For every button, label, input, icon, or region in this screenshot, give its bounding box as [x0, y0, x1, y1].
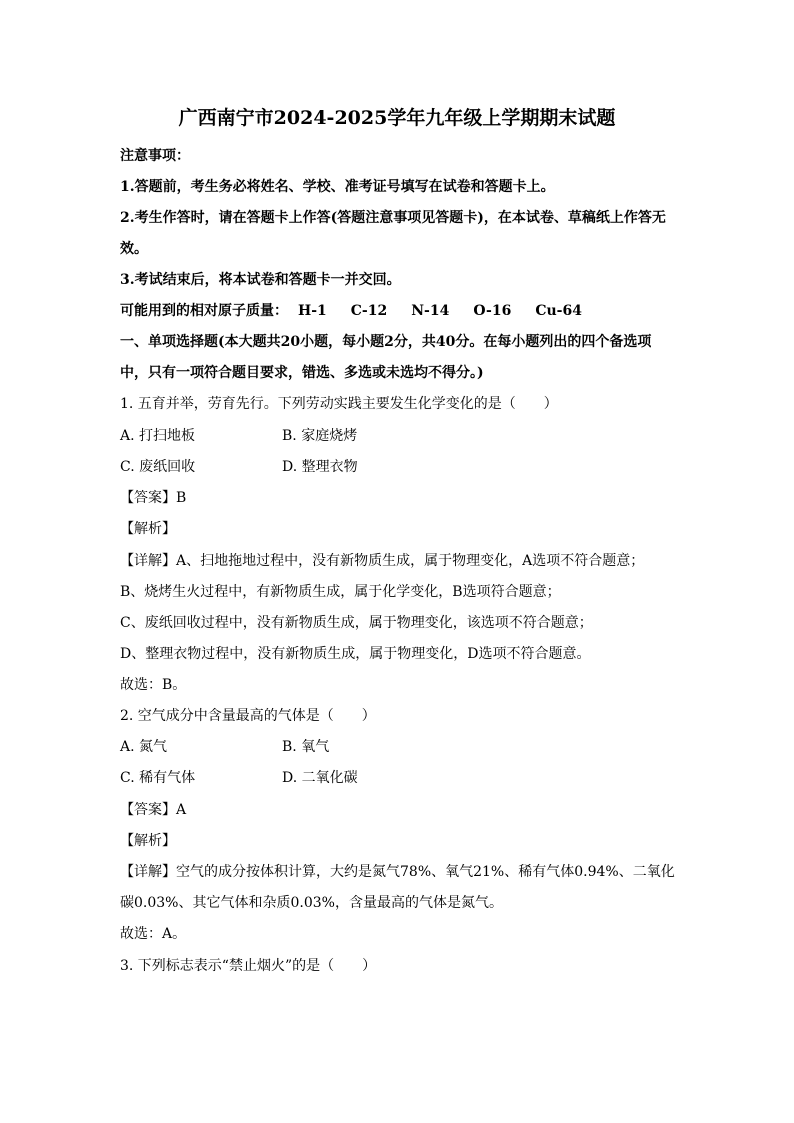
q2-option-c: C. 稀有气体	[120, 770, 196, 786]
q1-detail-1: 【详解】A、扫地拖地过程中，没有新物质生成，属于物理变化，A选项不符合题意；	[120, 553, 645, 569]
q1-option-a: A. 打扫地板	[120, 428, 196, 444]
q1-detail-4: D、整理衣物过程中，没有新物质生成，属于物理变化，D选项不符合题意。	[120, 646, 591, 662]
atomic-mass-item: Cu-64	[535, 303, 582, 319]
page-title: 广西南宁市2024-2025学年九年级上学期期末试题	[178, 107, 616, 129]
q2-option-d: D. 二氧化碳	[282, 770, 358, 786]
q2-analysis: 【解析】	[120, 833, 176, 849]
q1-detail-3: C、废纸回收过程中，没有新物质生成，属于物理变化，该选项不符合题意；	[120, 615, 593, 631]
note-3: 3.考试结束后，将本试卷和答题卡一并交回。	[120, 272, 401, 288]
q2-choice: 故选：A。	[120, 926, 187, 942]
atomic-mass-item: H-1	[298, 303, 327, 319]
atomic-masses-label: 可能用到的相对原子质量：	[120, 303, 288, 319]
q1-stem: 1. 五育并举，劳育先行。下列劳动实践主要发生化学变化的是（ ）	[120, 396, 558, 412]
q2-option-b: B. 氧气	[282, 739, 330, 755]
note-2-line-2: 效。	[120, 241, 148, 257]
notes-heading: 注意事项：	[120, 148, 190, 164]
atomic-mass-item: O-16	[473, 303, 512, 319]
q1-option-c: C. 废纸回收	[120, 459, 196, 475]
section-heading-line-2: 中，只有一项符合题目要求，错选、多选或未选均不得分。)	[120, 365, 484, 381]
note-2-line-1: 2.考生作答时，请在答题卡上作答(答题注意事项见答题卡)，在本试卷、草稿纸上作答无	[120, 210, 666, 226]
q1-option-b: B. 家庭烧烤	[282, 428, 358, 444]
q2-detail-2: 碳0.03%、其它气体和杂质0.03%，含量最高的气体是氮气。	[120, 895, 503, 911]
q3-stem: 3. 下列标志表示“禁止烟火”的是（ ）	[120, 958, 377, 974]
q1-option-d: D. 整理衣物	[282, 459, 358, 475]
q2-option-a: A. 氮气	[120, 739, 168, 755]
section-heading-line-1: 一、单项选择题(本大题共20小题，每小题2分，共40分。在每小题列出的四个备选项	[120, 334, 652, 350]
atomic-masses	[120, 301, 606, 321]
q1-answer: 【答案】B	[120, 490, 187, 506]
atomic-mass-item: N-14	[411, 303, 450, 319]
q2-answer: 【答案】A	[120, 802, 187, 818]
q1-detail-2: B、烧烤生火过程中，有新物质生成，属于化学变化，B选项符合题意；	[120, 584, 561, 600]
q1-analysis: 【解析】	[120, 521, 176, 537]
q2-stem: 2. 空气成分中含量最高的气体是（ ）	[120, 708, 376, 724]
note-1: 1.答题前，考生务必将姓名、学校、准考证号填写在试卷和答题卡上。	[120, 179, 555, 195]
atomic-mass-item: C-12	[350, 303, 388, 319]
q1-choice: 故选：B。	[120, 677, 187, 693]
q2-detail-1: 【详解】空气的成分按体积计算，大约是氮气78%、氧气21%、稀有气体0.94%、二氧化	[120, 864, 675, 880]
